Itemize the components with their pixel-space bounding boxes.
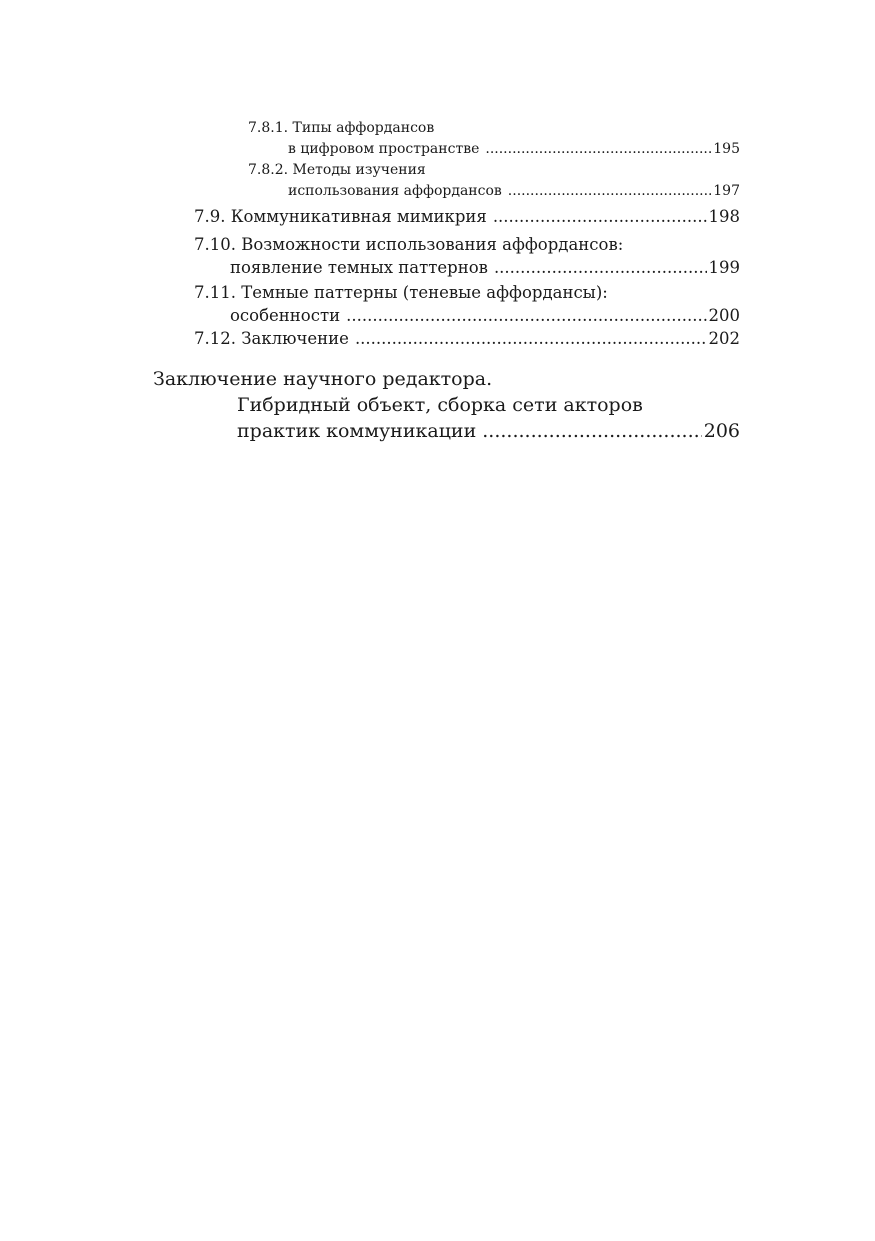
toc-page-number: 200 [708,306,740,325]
toc-entry-title: 7.8.2. Методы изучения [248,162,426,178]
toc-entry-title-cont: появление темных паттернов [230,258,488,277]
toc-page-number: 206 [703,420,740,442]
toc-entry-title: Заключение научного редактора. [153,368,493,390]
toc-entry-7-12[interactable] [194,327,740,350]
toc-entry-last-line [194,205,740,228]
toc-entry-last-line [194,327,740,350]
toc-entry-7-10[interactable] [194,233,740,279]
toc-entry-editor-conclusion[interactable] [153,366,740,444]
toc-entry-title: 7.8.1. Типы аффордансов [248,120,435,136]
toc-leader-dots [494,256,707,279]
toc-leader-dots [508,181,711,202]
toc-entry-last-line [194,304,740,327]
toc-leader-dots [346,304,706,327]
toc-page-number: 202 [708,329,740,348]
toc-entry-title: 7.11. Темные паттерны (теневые аффордансы): [194,283,608,302]
toc-entry-last-line [248,139,740,160]
toc-leader-dots [355,327,707,350]
toc-entry-last-line [248,181,740,202]
toc-entry-7-11[interactable] [194,281,740,327]
toc-entry-title: 7.10. Возможности использования аффордансов: [194,235,624,254]
toc-entry-title-cont: практик коммуникации [237,420,477,442]
toc-page-number: 195 [713,141,740,157]
toc-page-number: 197 [713,183,740,199]
toc-entry-title-cont: использования аффордансов [288,183,502,199]
toc-entry-title-cont: особенности [230,306,341,325]
toc-entry-last-line [153,418,740,444]
toc-leader-dots [485,139,711,160]
toc-entry-title: 7.9. Коммуникативная мимикрия [194,207,487,226]
toc-entry-title: 7.12. Заключение [194,329,349,348]
toc-entry-7-9[interactable] [194,205,740,228]
toc-entry-title-cont: в цифровом пространстве [288,141,480,157]
toc-leader-dots [493,205,707,228]
toc-page-number: 199 [708,258,740,277]
toc-entry-title-cont: Гибридный объект, сборка сети акторов [237,394,643,416]
toc-entry-7-8-2[interactable] [248,160,740,202]
toc-entry-7-8-1[interactable] [248,118,740,160]
toc-entry-last-line [194,256,740,279]
toc-leader-dots [482,418,701,444]
toc-page-number: 198 [708,207,740,226]
